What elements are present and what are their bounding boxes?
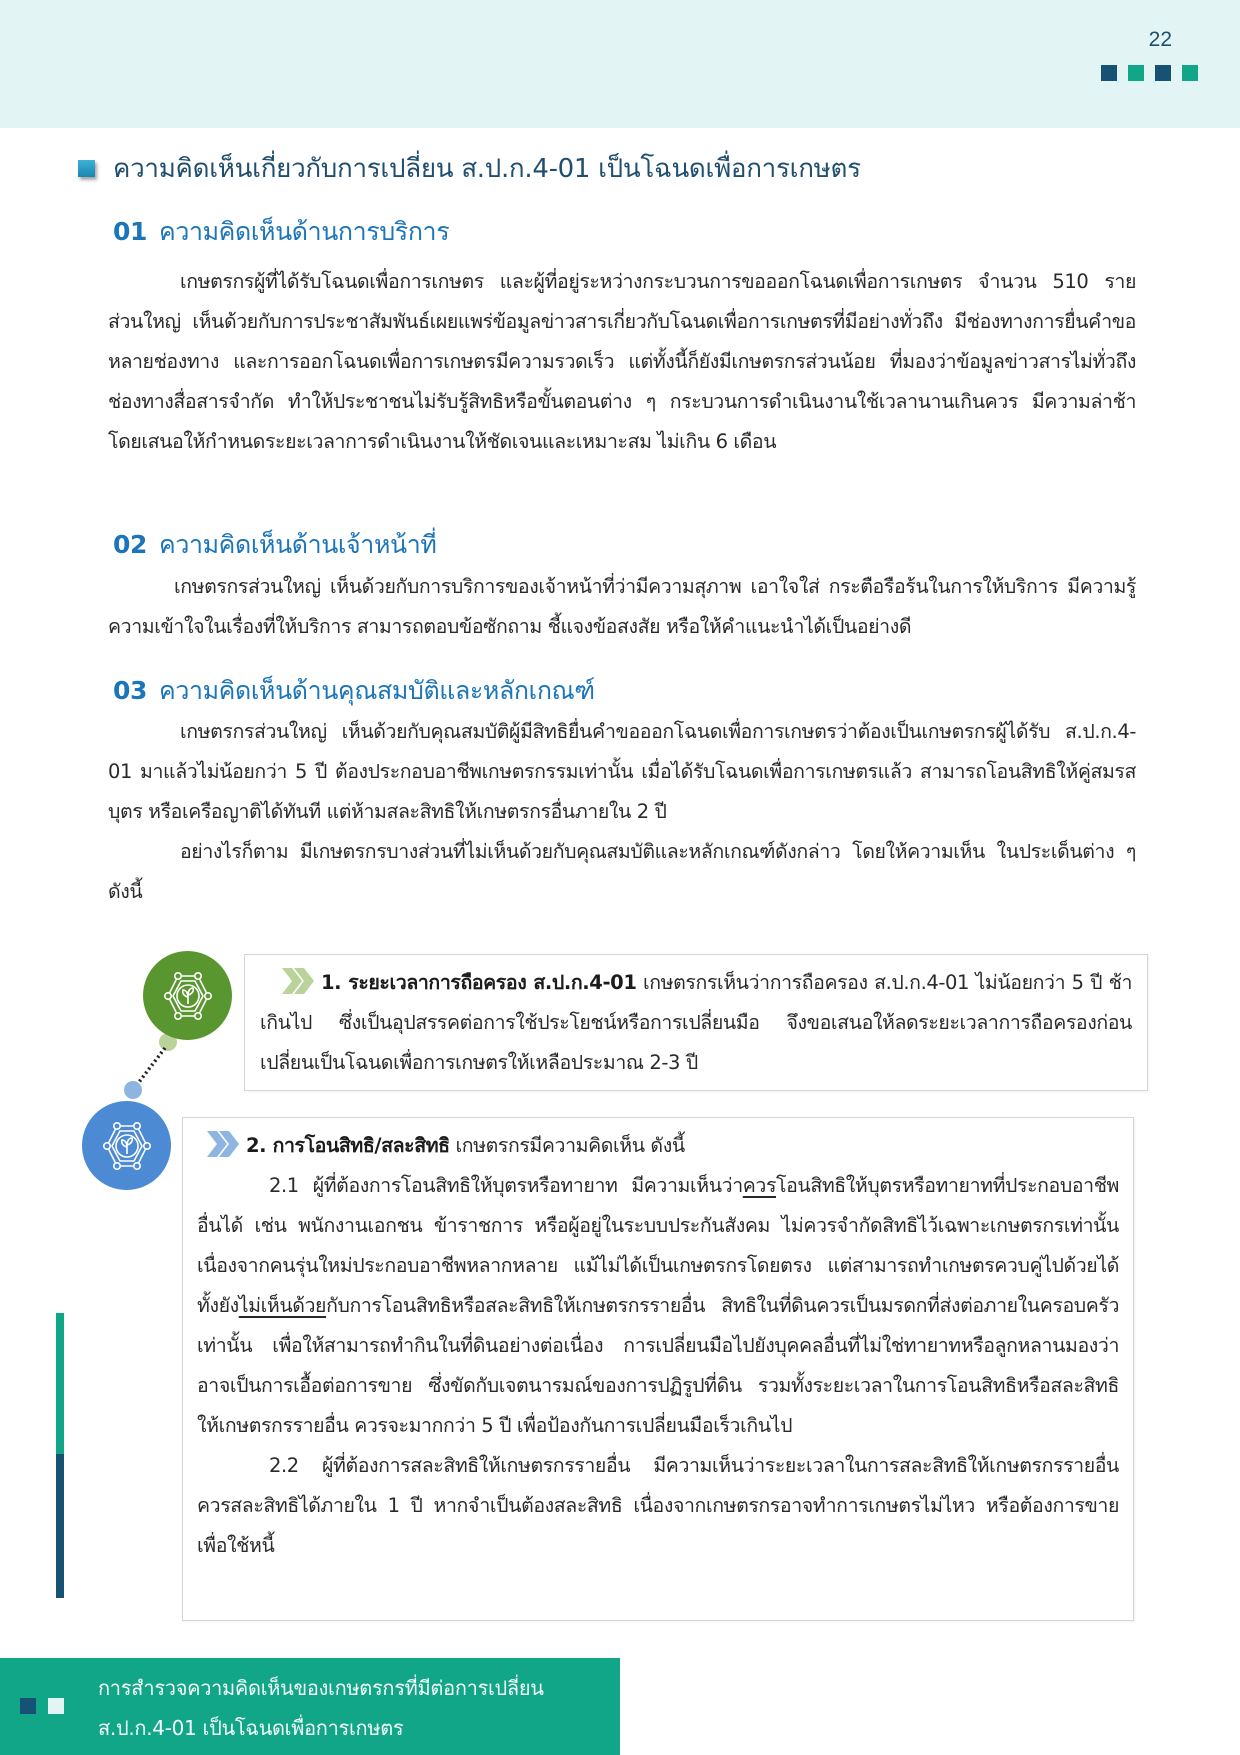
decor-square <box>20 1698 36 1714</box>
sub-text: กับการโอนสิทธิหรือสละสิทธิให้เกษตรกรรายอื่น สิทธิในที่ดินควรเป็นมรดกที่ส่งต่อภายในครอบครัวเท่านั้น เพื่อให้สามารถทำกินในที่ดินอย่างต่อเนื่อง การเปลี่ยนมือไปยังบุคคลอื่นที่ไม่ใช่ทายาทหรือลูกหลานมองว่าอาจเป็นการเอื้อต่อการขาย ซึ่งขัดกับเจตนารมณ์ของการปฏิรูปที่ดิน รวมทั้งระยะเวลาในการโอนสิทธิหรือสละสิทธิให้เกษตรกรรายอื่น ควรจะมากกว่า 5 ปี เพื่อป้องกันการเปลี่ยนมือเร็วเกินไป <box>197 1294 1119 1437</box>
footer-title <box>98 1668 544 1748</box>
decor-square <box>48 1698 64 1714</box>
section-title: ความคิดเห็นด้านเจ้าหน้าที่ <box>159 530 437 559</box>
connector-dot <box>124 1081 142 1099</box>
paragraph-text: เกษตรกรส่วนใหญ่ เห็นด้วยกับการบริการของเจ้าหน้าที่ว่ามีความสุภาพ เอาใจใส่ กระตือรือร้นในการให้บริการ มีความรู้ความเข้าใจในเรื่องที่ให้บริการ สามารถตอบข้อซักถาม ชี้แจงข้อสงสัย หรือให้คำแนะนำได้เป็นอย่างดี <box>108 575 1136 638</box>
section-number: 01 <box>113 217 147 246</box>
paragraph-text: เกษตรกรส่วนใหญ่ เห็นด้วยกับคุณสมบัติผู้มีสิทธิยื่นคำขอออกโฉนดเพื่อการเกษตรว่าต้องเป็นเกษตรกรผู้ได้รับ ส.ป.ก.4-01 มาแล้วไม่น้อยกว่า 5 ปี ต้องประกอบอาชีพเกษตรกรรมเท่านั้น เมื่อได้รับโฉนดเพื่อการเกษตรแล้ว สามารถโอนสิทธิให้คู่สมรส บุตร หรือเครือญาติได้ทันที แต่ห้ามสละสิทธิให้เกษตรกรอื่นภายใน 2 ปี <box>108 720 1136 823</box>
page-number: 22 <box>1148 28 1172 51</box>
underlined-text: ควร <box>742 1174 777 1197</box>
section-number: 03 <box>113 676 147 705</box>
footer-band <box>0 1658 620 1755</box>
card-1-title: 1. ระยะเวลาการถือครอง ส.ป.ก.4-01 <box>321 971 637 994</box>
double-chevron-icon <box>280 968 316 994</box>
plant-network-icon <box>162 970 214 1022</box>
sub-text: 2.2 ผู้ที่ต้องการสละสิทธิให้เกษตรกรรายอื่น มีความเห็นว่าระยะเวลาในการสละสิทธิให้เกษตรกรรายอื่น ควรสละสิทธิได้ภายใน 1 ปี หากจำเป็นต้องสละสิทธิ เนื่องจากเกษตรกรอาจทำการเกษตรไม่ไหว หรือต้องการขายเพื่อใช้หนี้ <box>197 1454 1119 1557</box>
section-title: ความคิดเห็นด้านการบริการ <box>159 217 450 246</box>
sub-text: โอนสิทธิให้บุตรหรือทายาทที่ประกอบอาชีพอื่นได้ เช่น พนักงานเอกชน ข้าราชการ หรือผู้อยู่ในระบบประกันสังคม ไม่ควรจำกัดสิทธิไว้เฉพาะเกษตรกรเท่านั้น เนื่องจากคนรุ่นใหม่ประกอบอาชีพหลากหลาย แม้ไม่ได้เป็นเกษตรกรโดยตรง แต่สามารถทำเกษตรควบคู่ไปด้วยได้ ทั้งยัง <box>197 1174 1119 1317</box>
page-title-text: ความคิดเห็นเกี่ยวกับการเปลี่ยน ส.ป.ก.4-01 เป็นโฉนดเพื่อการเกษตร <box>113 154 861 184</box>
opinion-card-2 <box>182 1117 1134 1621</box>
card-1-icon-circle <box>143 951 232 1040</box>
side-accent-bar-navy <box>56 1454 64 1598</box>
sub-text: 2.1 ผู้ที่ต้องการโอนสิทธิให้บุตรหรือทายาท มีความเห็นว่า <box>269 1174 743 1197</box>
footer-line-1: การสำรวจความคิดเห็นของเกษตรกรที่มีต่อการเปลี่ยน <box>98 1676 544 1700</box>
sub-point-2-1 <box>197 1166 1119 1446</box>
sub-point-2-2 <box>197 1446 1119 1566</box>
paragraph-text: อย่างไรก็ตาม มีเกษตรกรบางส่วนที่ไม่เห็นด้วยกับคุณสมบัติและหลักเกณฑ์ดังกล่าว โดยให้ความเห็น ในประเด็นต่าง ๆ ดังนี้ <box>108 840 1136 903</box>
plant-network-icon <box>101 1120 153 1172</box>
card-2-text: เกษตรกรมีความคิดเห็น ดังนี้ <box>449 1134 685 1157</box>
card-1-text: เกษตรกรเห็นว่าการถือครอง ส.ป.ก.4-01 ไม่น้อยกว่า 5 ปี ช้าเกินไป ซึ่งเป็นอุปสรรคต่อการใช้ประโยชน์หรือการเปลี่ยนมือ จึงขอเสนอให้ลดระยะเวลาการถือครองก่อนเปลี่ยนเป็นโฉนดเพื่อการเกษตรให้เหลือประมาณ 2-3 ปี <box>260 971 1132 1074</box>
section-title: ความคิดเห็นด้านคุณสมบัติและหลักเกณฑ์ <box>159 676 595 705</box>
footer-line-2: ส.ป.ก.4-01 เป็นโฉนดเพื่อการเกษตร <box>98 1716 404 1740</box>
card-2-icon-circle <box>82 1101 171 1190</box>
side-accent-bar-teal <box>56 1313 64 1454</box>
decor-square <box>1128 65 1144 81</box>
paragraph-text: เกษตรกรผู้ที่ได้รับโฉนดเพื่อการเกษตร และผู้ที่อยู่ระหว่างกระบวนการขอออกโฉนดเพื่อการเกษตร จำนวน 510 ราย ส่วนใหญ่ เห็นด้วยกับการประชาสัมพันธ์เผยแพร่ข้อมูลข่าวสารเกี่ยวกับโฉนดเพื่อการเกษตรที่มีอย่างทั่วถึง มีช่องทางการยื่นคำขอหลายช่องทาง และการออกโฉนดเพื่อการเกษตรมีความรวดเร็ว แต่ทั้งนี้ก็ยังมีเกษตรกรส่วนน้อย ที่มองว่าข้อมูลข่าวสารไม่ทั่วถึง ช่องทางสื่อสารจำกัด ทำให้ประชาชนไม่รับรู้สิทธิหรือขั้นตอนต่าง ๆ กระบวนการดำเนินงานใช้เวลานานเกินควร มีความล่าช้า โดยเสนอให้กำหนดระยะเวลาการดำเนินงานให้ชัดเจนและเหมาะสม ไม่เกิน 6 เดือน <box>108 270 1136 453</box>
decor-square <box>1155 65 1171 81</box>
decor-square <box>1101 65 1117 81</box>
decor-square <box>1182 65 1198 81</box>
underlined-text: ไม่เห็นด้วย <box>238 1294 327 1317</box>
double-chevron-icon <box>205 1131 241 1157</box>
header-decor-squares <box>1101 65 1198 81</box>
section-number: 02 <box>113 530 147 559</box>
opinion-card-1 <box>244 954 1148 1091</box>
card-2-title: 2. การโอนสิทธิ/สละสิทธิ <box>246 1134 450 1157</box>
